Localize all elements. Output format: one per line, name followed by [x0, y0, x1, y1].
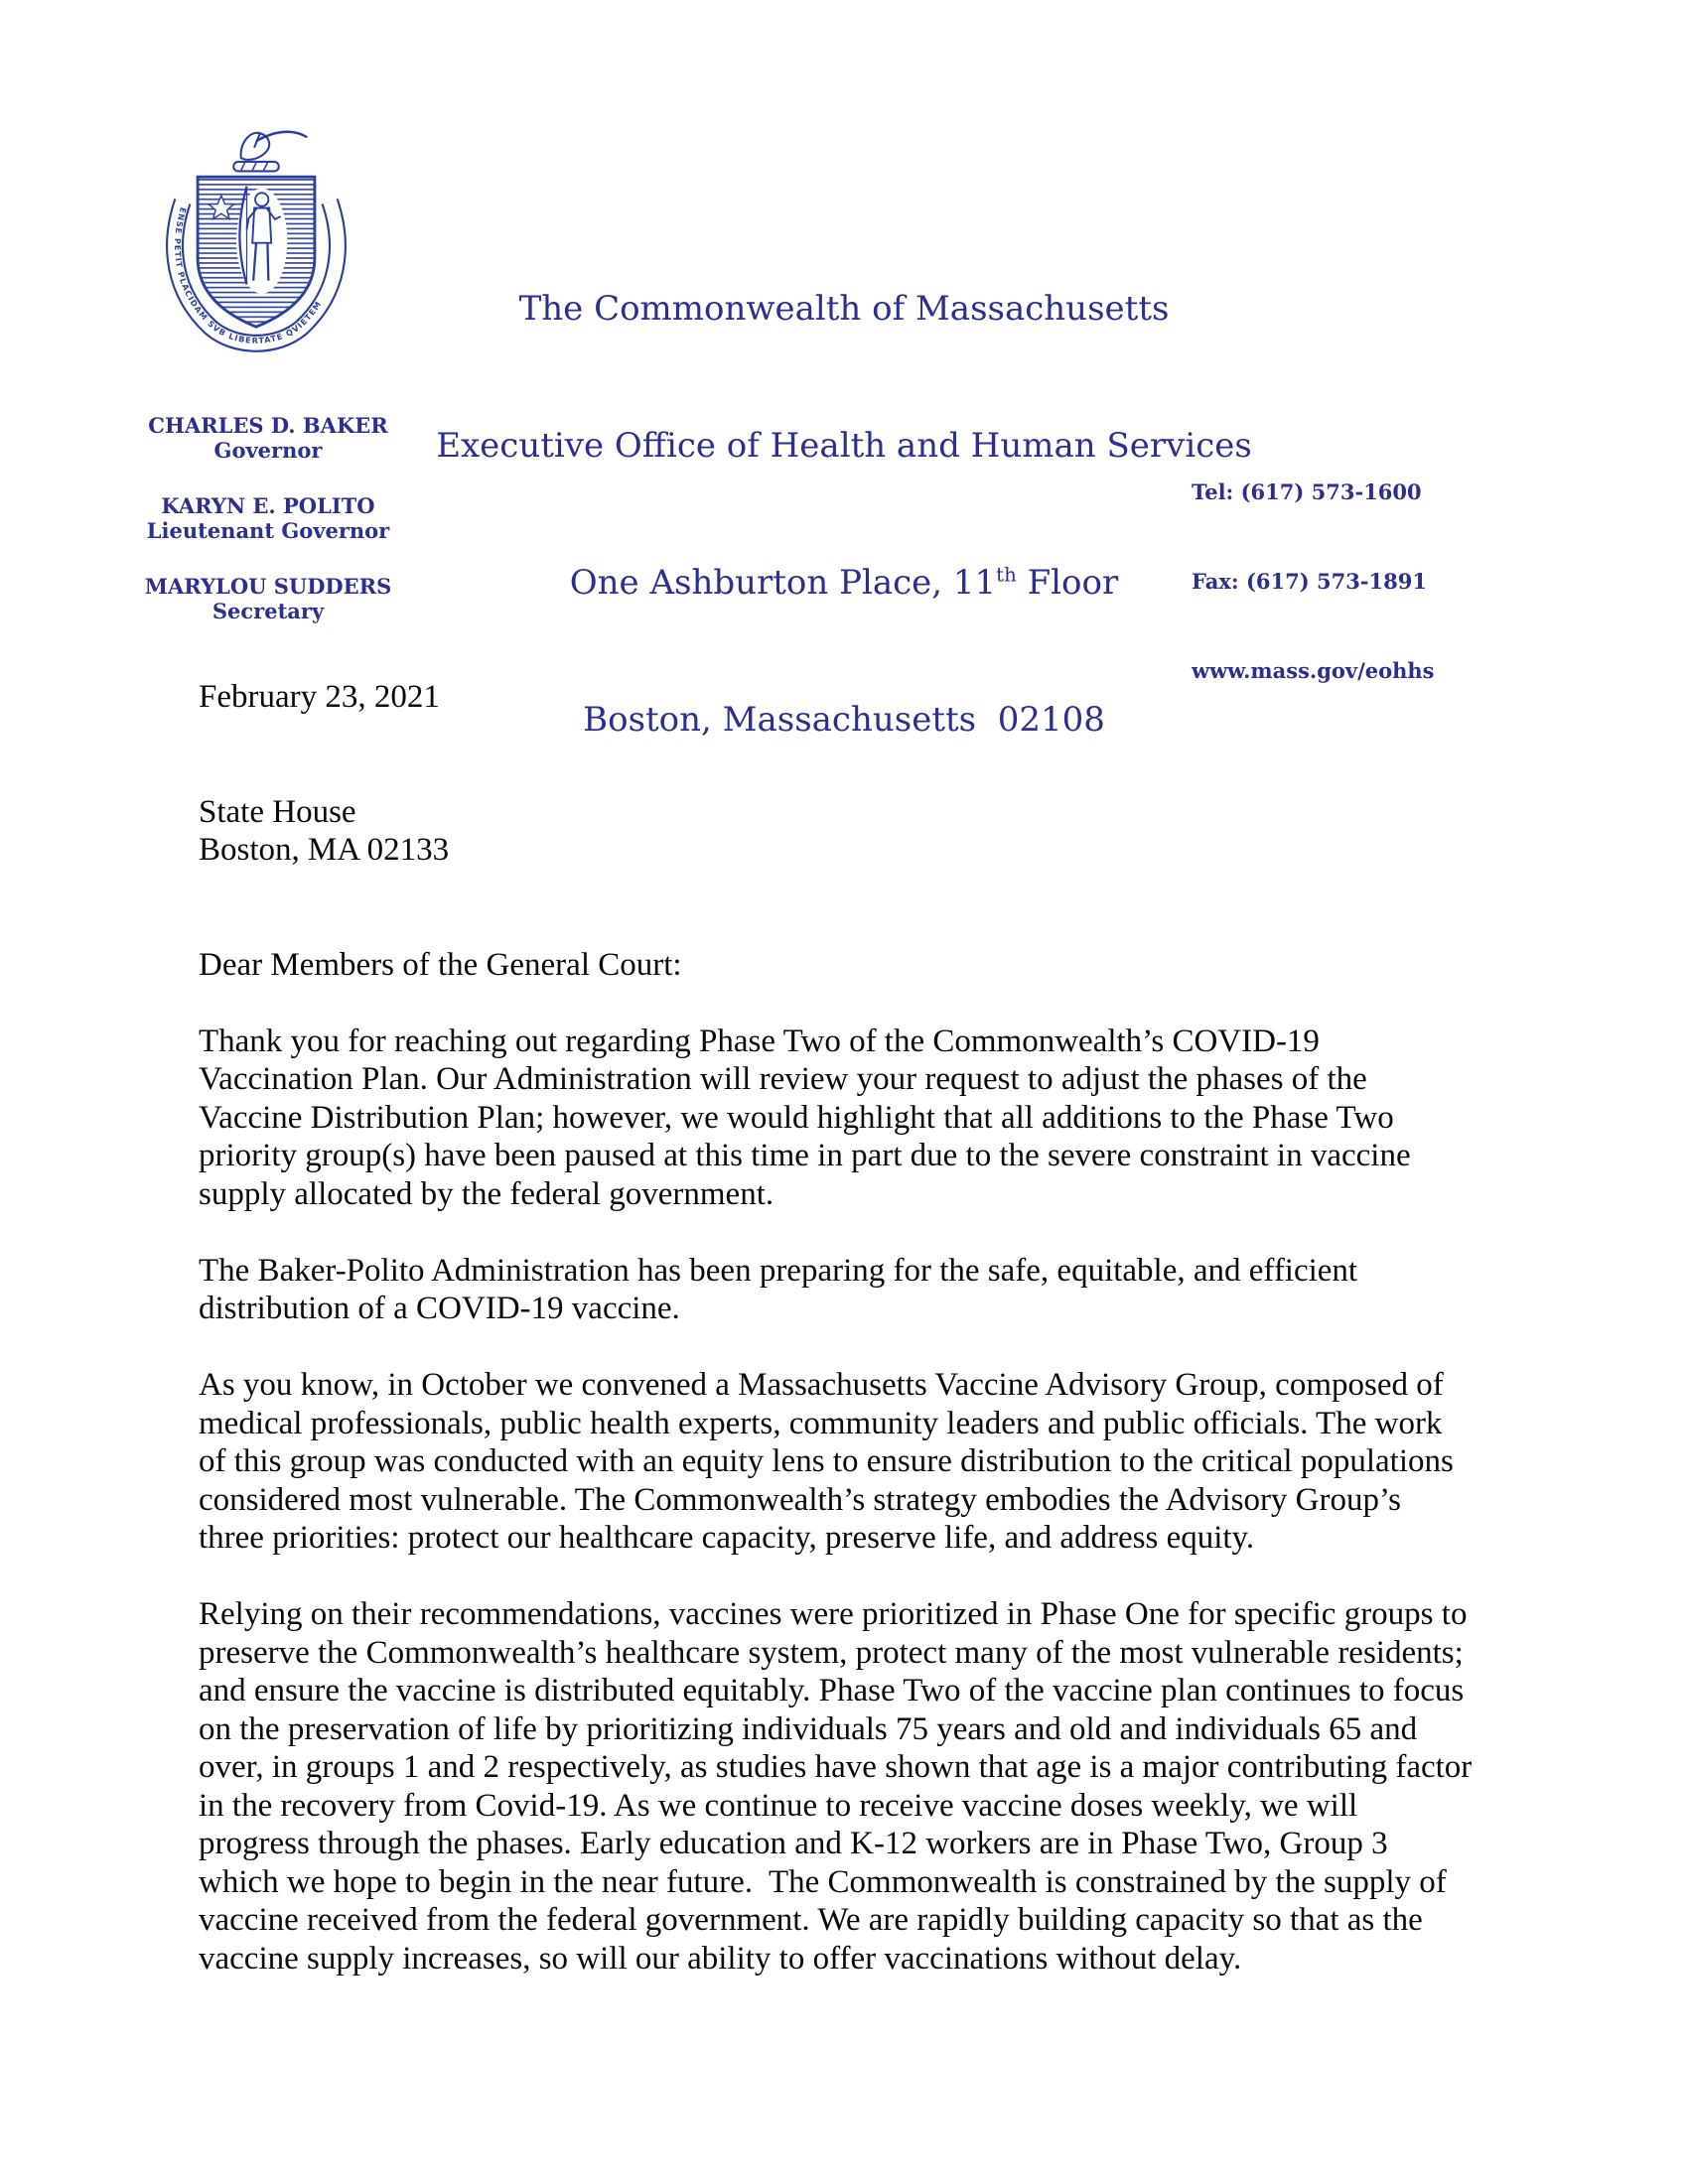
city-state-zip: Boston, Massachusetts 02108: [583, 700, 1105, 740]
recipient-address: [199, 793, 1509, 870]
paragraph-2: [199, 1252, 1509, 1328]
official-title: Secretary: [211, 599, 325, 623]
text-line: of this group was conducted with an equity lens to ensure distribution to the critical populations: [199, 1443, 1454, 1479]
official-name: CHARLES D. BAKER: [148, 413, 388, 438]
street-address-prefix: One Ashburton Place, 11: [569, 563, 997, 603]
seal-motto-text: ENSE PETIT PLACIDAM SVB LIBERTATE QVIETEM: [173, 205, 324, 345]
text-line: Vaccination Plan. Our Administration will review your request to adjust the phases of the: [199, 1061, 1367, 1097]
official-lt-governor: [94, 493, 442, 543]
text-line: State House: [199, 793, 356, 830]
salutation: Dear Members of the General Court:: [199, 946, 682, 983]
fax-number: Fax: (617) 573-1891: [1192, 569, 1427, 594]
text-line: Relying on their recommendations, vaccines were prioritized in Phase One for specific groups to: [199, 1596, 1468, 1632]
street-address-suffix: Floor: [1016, 563, 1119, 603]
text-line: and ensure the vaccine is distributed equitably. Phase Two of the vaccine plan continues to focus: [199, 1673, 1465, 1708]
text-line: in the recovery from Covid-19. As we continue to receive vaccine doses weekly, we will: [199, 1787, 1358, 1824]
text-line: vaccine received from the federal government. We are rapidly building capacity so that as the: [199, 1902, 1423, 1938]
text-line: distribution of a COVID-19 vaccine.: [199, 1291, 680, 1326]
paragraph-3: [199, 1366, 1509, 1558]
floor-ordinal-superscript: th: [996, 563, 1017, 587]
text-line: supply allocated by the federal government.: [199, 1175, 774, 1212]
text-line: Vaccine Distribution Plan; however, we would highlight that all additions to the Phase Two: [199, 1099, 1394, 1136]
org-name: The Commonwealth of Massachusetts: [518, 289, 1170, 329]
text-line: over, in groups 1 and 2 respectively, as studies have shown that age is a major contributing factor: [199, 1749, 1473, 1785]
website-url: www.mass.gov/eohhs: [1192, 658, 1435, 683]
telephone-number: Tel: (617) 573-1600: [1192, 479, 1422, 504]
text-line: As you know, in October we convened a Massachusetts Vaccine Advisory Group, composed of: [199, 1367, 1444, 1403]
text-line: progress through the phases. Early education and K-12 workers are in Phase Two, Group 3: [199, 1826, 1388, 1861]
text-line: Thank you for reaching out regarding Phase Two of the Commonwealth’s COVID-19: [199, 1023, 1320, 1059]
text-line: Boston, MA 02133: [199, 832, 450, 868]
officials-block: [94, 413, 442, 654]
paragraph-1: [199, 1023, 1509, 1214]
official-name: MARYLOU SUDDERS: [144, 574, 392, 599]
official-governor: [94, 413, 442, 463]
letter-date: February 23, 2021: [199, 679, 440, 715]
text-line: priority group(s) have been paused at this time in part due to the severe constraint in vaccine: [199, 1138, 1411, 1173]
office-name: Executive Office of Health and Human Services: [436, 426, 1252, 466]
official-title: Governor: [213, 438, 323, 463]
official-title: Lieutenant Governor: [146, 518, 390, 543]
text-line: considered most vulnerable. The Commonwealth’s strategy embodies the Advisory Group’s: [199, 1481, 1402, 1518]
text-line: preserve the Commonwealth’s healthcare system, protect many of the most vulnerable residents;: [199, 1634, 1464, 1671]
letter-body: [199, 678, 1509, 1978]
text-line: vaccine supply increases, so will our ability to offer vaccinations without delay.: [199, 1940, 1242, 1977]
text-line: The Baker-Polito Administration has been preparing for the safe, equitable, and efficient: [199, 1252, 1358, 1289]
text-line: three priorities: protect our healthcare capacity, preserve life, and address equity.: [199, 1520, 1255, 1556]
text-line: medical professionals, public health experts, community leaders and public officials. The work: [199, 1405, 1443, 1441]
official-secretary: [94, 574, 442, 623]
text-line: which we hope to begin in the near future. The Commonwealth is constrained by the supply of: [199, 1863, 1447, 1900]
text-line: on the preservation of life by prioritizing individuals 75 years and old and individuals 65 and: [199, 1710, 1418, 1747]
paragraph-4: [199, 1595, 1509, 1978]
official-name: KARYN E. POLITO: [161, 493, 375, 518]
